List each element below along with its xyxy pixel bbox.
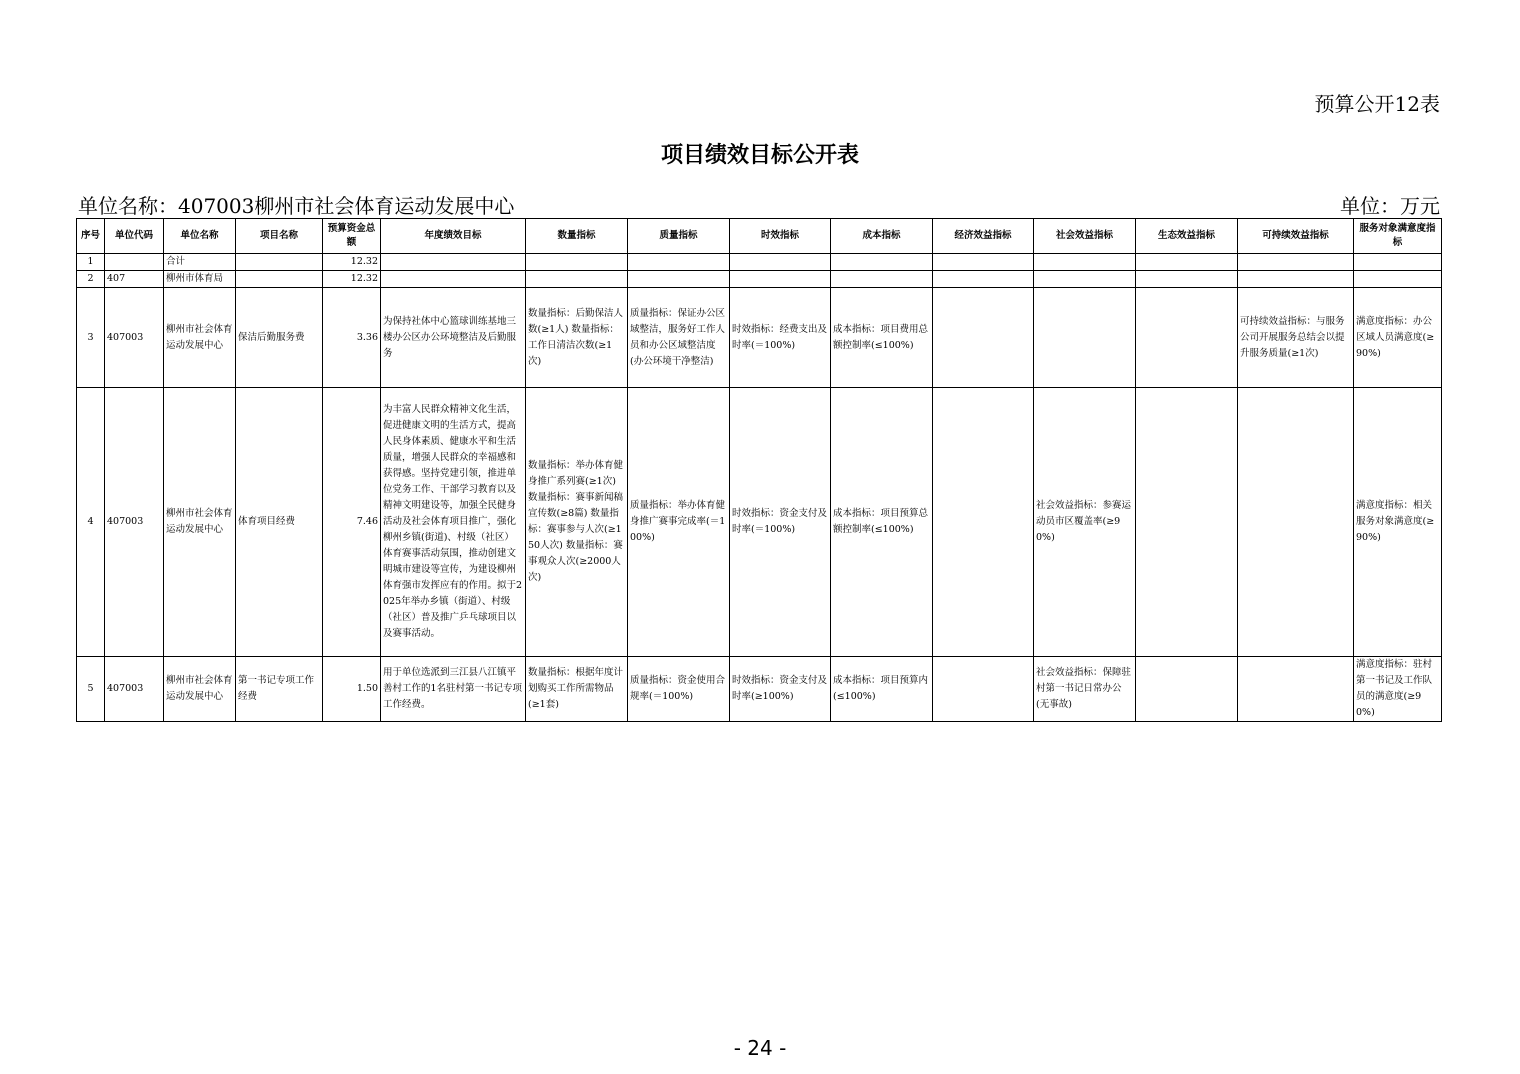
- cell-cost: [831, 254, 933, 271]
- cell-seq: 2: [77, 271, 105, 288]
- cell-seq: 5: [77, 657, 105, 722]
- cell-ecological: [1136, 657, 1238, 722]
- cell-budget: 7.46: [323, 388, 381, 657]
- page-title: 项目绩效目标公开表: [660, 143, 859, 168]
- cell-sustainable: [1238, 254, 1354, 271]
- cell-code: 407003: [105, 388, 164, 657]
- cell-budget: 12.32: [323, 254, 381, 271]
- cell-budget: 3.36: [323, 288, 381, 388]
- header-social: 社会效益指标: [1034, 219, 1136, 254]
- cell-timeliness: [730, 254, 831, 271]
- cell-quality: [628, 271, 730, 288]
- cell-unit: 合计: [164, 254, 236, 271]
- cell-economic: [933, 288, 1034, 388]
- cell-project: [236, 254, 323, 271]
- cell-unit: 柳州市体育局: [164, 271, 236, 288]
- cell-quality: 质量指标：保证办公区域整洁，服务好工作人员和办公区域整洁度(办公环境干净整洁): [628, 288, 730, 388]
- currency-unit-label: 单位：万元: [1340, 194, 1440, 218]
- header-ecological: 生态效益指标: [1136, 219, 1238, 254]
- header-unit-code: 单位代码: [105, 219, 164, 254]
- performance-target-table: [76, 218, 1442, 722]
- cell-cost: 成本指标：项目预算总额控制率(≤100%): [831, 388, 933, 657]
- cell-budget: 1.50: [323, 657, 381, 722]
- cell-quantity: [526, 254, 628, 271]
- cell-ecological: [1136, 254, 1238, 271]
- cell-goal: [381, 254, 526, 271]
- header-quantity: 数量指标: [526, 219, 628, 254]
- cell-economic: [933, 657, 1034, 722]
- cell-social: 社会效益指标：参赛运动员市区覆盖率(≥90%): [1034, 388, 1136, 657]
- table-number-label: 预算公开12表: [1314, 92, 1440, 116]
- cell-social: [1034, 271, 1136, 288]
- cell-economic: [933, 388, 1034, 657]
- cell-quality: 质量指标：资金使用合规率(＝100%): [628, 657, 730, 722]
- cell-code: 407003: [105, 288, 164, 388]
- cell-goal: 为丰富人民群众精神文化生活，促进健康文明的生活方式，提高人民身体素质、健康水平和生活质量，增强人民群众的幸福感和获得感。坚持党建引领，推进单位党务工作、干部学习教育以及精神文明建设等，加强全民健身活动及社会体育项目推广，强化柳州乡镇(街道)、村级（社区）体育赛事活动氛围，推动创建文明城市建设等宣传，为建设柳州体育强市发挥应有的作用。拟于2025年举办乡镇（街道）、村级（社区）普及推广乒乓球项目以及赛事活动。: [381, 388, 526, 657]
- cell-cost: 成本指标：项目预算内(≤100%): [831, 657, 933, 722]
- cell-unit: 柳州市社会体育运动发展中心: [164, 288, 236, 388]
- header-seq: 序号: [77, 219, 105, 254]
- unit-name-label: 单位名称：407003柳州市社会体育运动发展中心: [78, 194, 515, 218]
- cell-project: 第一书记专项工作经费: [236, 657, 323, 722]
- cell-social: 社会效益指标：保障驻村第一书记日常办公(无事故): [1034, 657, 1136, 722]
- cell-satisfaction: 满意度指标：办公区域人员满意度(≥90%): [1354, 288, 1442, 388]
- cell-sustainable: [1238, 271, 1354, 288]
- cell-quantity: 数量指标：后勤保洁人数(≥1人) 数量指标：工作日清洁次数(≥1次): [526, 288, 628, 388]
- cell-cost: 成本指标：项目费用总额控制率(≤100%): [831, 288, 933, 388]
- cell-unit: 柳州市社会体育运动发展中心: [164, 657, 236, 722]
- cell-ecological: [1136, 271, 1238, 288]
- header-satisfaction: 服务对象满意度指标: [1354, 219, 1442, 254]
- table-row: [77, 288, 1442, 388]
- cell-social: [1034, 288, 1136, 388]
- header-project-name: 项目名称: [236, 219, 323, 254]
- cell-project: [236, 271, 323, 288]
- cell-economic: [933, 271, 1034, 288]
- cell-code: [105, 254, 164, 271]
- header-timeliness: 时效指标: [730, 219, 831, 254]
- cell-satisfaction: [1354, 271, 1442, 288]
- cell-sustainable: [1238, 657, 1354, 722]
- table-row: [77, 271, 1442, 288]
- cell-unit: 柳州市社会体育运动发展中心: [164, 388, 236, 657]
- cell-cost: [831, 271, 933, 288]
- header-cost: 成本指标: [831, 219, 933, 254]
- cell-seq: 1: [77, 254, 105, 271]
- cell-quality: [628, 254, 730, 271]
- cell-timeliness: 时效指标：资金支付及时率(≥100%): [730, 657, 831, 722]
- cell-quantity: 数量指标：举办体育健身推广系列赛(≥1次) 数量指标：赛事新闻稿宣传数(≥8篇) 数量指标：赛事参与人次(≥150人次) 数量指标：赛事观众人次(≥2000人次): [526, 388, 628, 657]
- cell-code: 407: [105, 271, 164, 288]
- table-row: [77, 254, 1442, 271]
- cell-timeliness: 时效指标：经费支出及时率(＝100%): [730, 288, 831, 388]
- header-budget: 预算资金总额: [323, 219, 381, 254]
- cell-timeliness: 时效指标：资金支付及时率(＝100%): [730, 388, 831, 657]
- cell-quantity: 数量指标：根据年度计划购买工作所需物品(≥1套): [526, 657, 628, 722]
- cell-economic: [933, 254, 1034, 271]
- cell-ecological: [1136, 288, 1238, 388]
- header-annual-goal: 年度绩效目标: [381, 219, 526, 254]
- header-quality: 质量指标: [628, 219, 730, 254]
- cell-seq: 4: [77, 388, 105, 657]
- cell-project: 保洁后勤服务费: [236, 288, 323, 388]
- header-economic: 经济效益指标: [933, 219, 1034, 254]
- cell-satisfaction: 满意度指标：相关服务对象满意度(≥90%): [1354, 388, 1442, 657]
- cell-satisfaction: [1354, 254, 1442, 271]
- cell-quantity: [526, 271, 628, 288]
- cell-ecological: [1136, 388, 1238, 657]
- cell-sustainable: 可持续效益指标：与服务公司开展服务总结会以提升服务质量(≥1次): [1238, 288, 1354, 388]
- cell-quality: 质量指标：举办体育健身推广赛事完成率(＝100%): [628, 388, 730, 657]
- page-number: - 24 -: [733, 1036, 787, 1060]
- cell-goal: 为保持社体中心篮球训练基地三楼办公区办公环境整洁及后勤服务: [381, 288, 526, 388]
- cell-budget: 12.32: [323, 271, 381, 288]
- header-sustainable: 可持续效益指标: [1238, 219, 1354, 254]
- cell-goal: 用于单位选派到三江县八江镇平善村工作的1名驻村第一书记专项工作经费。: [381, 657, 526, 722]
- cell-social: [1034, 254, 1136, 271]
- cell-project: 体育项目经费: [236, 388, 323, 657]
- table-row: [77, 657, 1442, 722]
- cell-code: 407003: [105, 657, 164, 722]
- header-unit-name: 单位名称: [164, 219, 236, 254]
- cell-satisfaction: 满意度指标：驻村第一书记及工作队员的满意度(≥90%): [1354, 657, 1442, 722]
- table-row: [77, 388, 1442, 657]
- cell-sustainable: [1238, 388, 1354, 657]
- cell-timeliness: [730, 271, 831, 288]
- table-header-row: [77, 219, 1442, 254]
- cell-goal: [381, 271, 526, 288]
- cell-seq: 3: [77, 288, 105, 388]
